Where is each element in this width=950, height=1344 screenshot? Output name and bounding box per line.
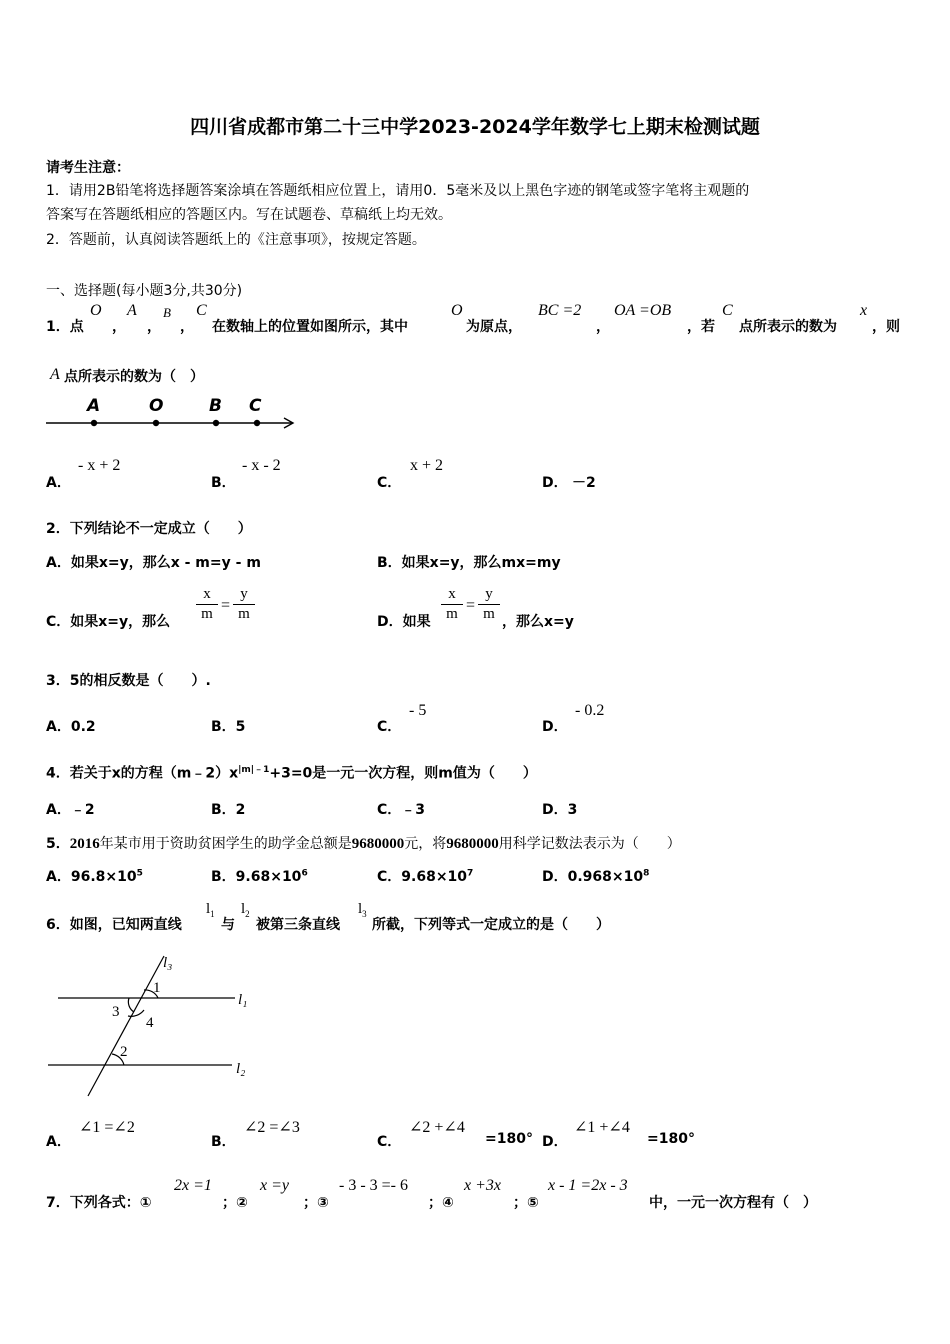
q5-text-3: 用科学记数法表示为（ ） — [498, 837, 681, 852]
q6-option-c: ∠2 +∠4 — [409, 1119, 465, 1136]
q1-option-a: - x + 2 — [78, 457, 121, 474]
q3-option-a: A．0.2 — [46, 719, 96, 735]
q6-option-a-label: A． — [46, 1134, 71, 1150]
q3-option-b: B．5 — [211, 719, 246, 735]
q1-point-a2: A — [50, 366, 60, 383]
q1-text-4: 点所表示的数为 — [739, 319, 837, 335]
q3-option-c: - 5 — [409, 702, 427, 719]
q5-b-base: B．9.68×10 — [211, 869, 302, 885]
q4-stem-post: +3=0是一元一次方程，则m值为（ ） — [269, 765, 537, 782]
q2-d-fraction-left — [441, 586, 463, 623]
q2-stem: 2．下列结论不一定成立（ ） — [46, 521, 252, 537]
q6-option-d: ∠1 +∠4 — [574, 1119, 630, 1136]
q2-c-fraction-right — [233, 586, 255, 623]
q1-num: 1．点 — [46, 319, 84, 335]
q7-expr-2: x =y — [260, 1177, 289, 1194]
number-line-figure — [44, 395, 300, 435]
axis-label-a: A — [87, 396, 101, 416]
q1-sep: ， — [180, 319, 194, 335]
q6-line-l3 — [358, 901, 367, 919]
q4-exponent: |m|﹣1 — [238, 765, 270, 775]
q4-option-d: D．3 — [542, 802, 578, 818]
q6-l1-letter: l — [206, 901, 211, 917]
fig-label-l2: l₂ — [236, 1061, 246, 1077]
denominator: m — [446, 606, 458, 622]
notice-line-2: 答案写在答题纸相应的答题区内。写在试题卷、草稿纸上均无效。 — [46, 207, 452, 223]
fig-label-l1: l₁ — [238, 992, 248, 1008]
section-heading: 一、选择题(每小题3分,共30分) — [46, 283, 243, 299]
axis-label-c: C — [249, 396, 262, 416]
q6-line-l1 — [206, 901, 215, 919]
q5-option-c — [377, 866, 473, 886]
q5-text-2: 元，将 — [404, 837, 447, 852]
q5-d-exp: 8 — [643, 868, 650, 879]
q6-l2-sub: 2 — [245, 909, 250, 919]
q4-stem — [46, 762, 537, 783]
q1-text-1: 在数轴上的位置如图所示，其中 — [212, 319, 408, 335]
numerator: y — [485, 586, 493, 602]
q7-stem: 7．下列各式：① — [46, 1195, 152, 1211]
numerator: x — [448, 586, 456, 602]
q1-option-c: x + 2 — [410, 457, 444, 474]
q3-option-d: - 0.2 — [575, 702, 605, 719]
q2-d-fraction-right — [478, 586, 500, 623]
q5-a-base: A．96.8×10 — [46, 869, 137, 885]
q5-c-base: C．9.68×10 — [377, 869, 468, 885]
q6-option-b: ∠2 =∠3 — [244, 1119, 300, 1136]
q1-text-5: ，则 — [872, 319, 900, 335]
q2-option-a: A．如果x=y，那么x - m=y - m — [46, 555, 261, 571]
q7-expr-1: 2x =1 — [174, 1177, 212, 1194]
q1-point-b: B — [163, 305, 171, 320]
denominator: m — [483, 606, 495, 622]
q5-option-a — [46, 866, 143, 886]
q5-amount: 9680000 — [351, 836, 405, 852]
q6-l1-sub: 1 — [210, 909, 215, 919]
q3-option-c-label: C． — [377, 719, 402, 735]
q1-option-b-label: B． — [211, 475, 236, 491]
page-title: 四川省成都市第二十三中学2023-2024学年数学七上期末检测试题 — [190, 116, 760, 138]
q6-option-d-post: =180° — [647, 1131, 695, 1147]
q1-bc-eq: BC =2 — [538, 302, 582, 319]
fig-label-l3: l₃ — [163, 955, 173, 971]
q1-option-d: －2 — [572, 475, 596, 491]
q7-expr-3: - 3 - 3 =- 6 — [339, 1177, 409, 1194]
q5-text-1: 年某市用于资助贫困学生的助学金总额是 — [99, 837, 352, 852]
parallel-lines-figure — [40, 950, 270, 1100]
numerator: y — [240, 586, 248, 602]
fig-angle-4: 4 — [146, 1015, 154, 1031]
q2-option-b: B．如果x=y，那么mx=my — [377, 555, 561, 571]
q6-line-l2 — [241, 901, 250, 919]
q1-option-c-label: C． — [377, 475, 402, 491]
q1-point-c2: C — [722, 302, 733, 319]
q5-d-base: D．0.968×10 — [542, 869, 644, 885]
angle-4-arc — [128, 1010, 144, 1016]
q6-option-b-label: B． — [211, 1134, 236, 1150]
q5-option-d — [542, 866, 649, 886]
fig-angle-3: 3 — [112, 1004, 120, 1020]
q6-and: 与 — [221, 917, 235, 933]
q5-c-exp: 7 — [467, 868, 474, 879]
q2-option-d-text: D．如果 — [377, 614, 431, 630]
q1-option-a-label: A． — [46, 475, 71, 491]
q7-sep-2: ；② — [222, 1195, 248, 1211]
q7-sep-5: ；⑤ — [513, 1195, 539, 1211]
q4-option-b: B．2 — [211, 802, 246, 818]
q1-origin: O — [451, 302, 463, 319]
q2-d-equals: = — [466, 597, 476, 614]
q5-b-exp: 6 — [301, 868, 308, 879]
q1-oa-eq: OA =OB — [614, 302, 672, 319]
q2-option-d-post: ，那么x=y — [502, 614, 574, 630]
q4-stem-pre: 4．若关于x的方程（m﹣2）x — [46, 765, 239, 782]
denominator: m — [201, 606, 213, 622]
q1-point-o: O — [90, 302, 102, 319]
q6-l3-letter: l — [358, 901, 363, 917]
axis-label-o: O — [149, 396, 164, 416]
q5-num: 5． — [46, 836, 70, 852]
q5-stem — [46, 833, 681, 853]
q3-option-d-label: D． — [542, 719, 568, 735]
q7-expr-5: x - 1 =2x - 3 — [548, 1177, 628, 1194]
q7-sep-4: ；④ — [428, 1195, 454, 1211]
q6-l3-sub: 3 — [362, 909, 367, 919]
q4-option-c: C．﹣3 — [377, 802, 426, 818]
q6-option-d-label: D． — [542, 1134, 568, 1150]
q6-stem-pre: 6．如图，已知两直线 — [46, 917, 182, 933]
q1-option-b: - x - 2 — [242, 457, 281, 474]
q1-sep: ， — [147, 319, 161, 335]
q1-var-x: x — [860, 302, 868, 319]
notice-line-1: 1．请用2B铅笔将选择题答案涂填在答题纸相应位置上，请用0．5毫米及以上黑色字迹的钢笔或签字笔将主观题的 — [46, 183, 750, 199]
q3-stem: 3．5的相反数是（ ）. — [46, 673, 211, 689]
q1-point-a: A — [127, 302, 137, 319]
q1-text-6: 点所表示的数为（ ） — [64, 369, 204, 385]
q7-post: 中，一元一次方程有（ ） — [649, 1195, 817, 1211]
q5-year: 2016 — [69, 836, 100, 852]
numerator: x — [203, 586, 211, 602]
axis-label-b: B — [209, 396, 222, 416]
q2-c-equals: = — [221, 597, 231, 614]
q1-text-3: ，若 — [687, 319, 715, 335]
notice-heading: 请考生注意： — [46, 160, 130, 176]
q5-option-b — [211, 866, 308, 886]
q6-stem-post: 所截，下列等式一定成立的是（ ） — [372, 917, 610, 933]
fig-angle-1: 1 — [153, 980, 161, 996]
q2-option-c-text: C．如果x=y，那么 — [46, 614, 171, 630]
point-c-dot — [254, 420, 260, 426]
q2-c-fraction-left — [196, 586, 218, 623]
point-a-dot — [91, 420, 97, 426]
q1-sep: ， — [112, 319, 126, 335]
fig-angle-2: 2 — [120, 1044, 128, 1060]
q6-option-c-post: =180° — [485, 1131, 533, 1147]
q4-option-a: A．﹣2 — [46, 802, 95, 818]
q1-point-c: C — [196, 302, 207, 319]
q1-sep: ， — [596, 319, 610, 335]
q1-text-2: 为原点， — [466, 319, 522, 335]
angle-3-arc — [128, 998, 134, 1012]
q6-option-a: ∠1 =∠2 — [79, 1119, 135, 1136]
denominator: m — [238, 606, 250, 622]
q6-mid: 被第三条直线 — [256, 917, 340, 933]
q6-l2-letter: l — [241, 901, 246, 917]
q5-amount-2: 9680000 — [446, 836, 499, 852]
q7-expr-4: x +3x — [464, 1177, 501, 1194]
q6-option-c-label: C． — [377, 1134, 402, 1150]
notice-line-3: 2．答题前，认真阅读答题纸上的《注意事项》，按规定答题。 — [46, 232, 426, 248]
point-o-dot — [153, 420, 159, 426]
q7-sep-3: ；③ — [303, 1195, 329, 1211]
q1-option-d-label: D． — [542, 475, 568, 491]
q5-a-exp: 5 — [136, 868, 143, 879]
point-b-dot — [213, 420, 219, 426]
